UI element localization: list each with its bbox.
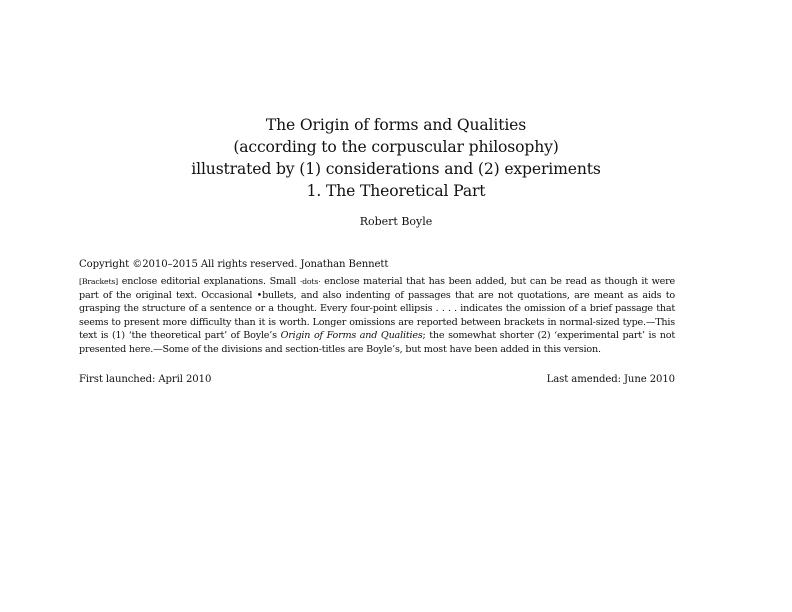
first-launched-date: First launched: April 2010 [79, 374, 212, 385]
title-line-1: The Origin of forms and Qualities [265, 116, 527, 134]
dates-row [79, 373, 675, 387]
book-title: Origin of Forms and Qualities [280, 330, 423, 342]
notice-text-2: enclose material that has been added, but can be read as though it were part of the original text. Occasional •bullets, and also indenting of passages that are not quotations, are meant as aids to grasping the structure of a sentence or a thought. Every four-point ellipsis . . . . indicates the omission of a brief passage that seems to present more difficulty than it is worth. Longer omissions are reported between brackets in normal-sized type.—This text is (1) ‘the theoretical part’ of Boyle’s [79, 276, 675, 342]
dots-word: ·dots· [299, 277, 321, 286]
notice-text-3: ; the somewhat shorter (2) ‘experimental part’ is not presented here.—Some of the divisions and section-titles are Boyle’s, but most have been added in this version. [79, 330, 675, 355]
notice-text-1: enclose editorial explanations. Small [118, 276, 300, 287]
title-line-2: (according to the corpuscular philosophy) [233, 138, 559, 156]
brackets-word: [Brackets] [79, 277, 119, 286]
title-line-3: illustrated by (1) considerations and (2) experiments [191, 160, 601, 178]
copyright-line: Copyright ©2010–2015 All rights reserved. Jonathan Bennett [79, 259, 389, 270]
last-amended-date: Last amended: June 2010 [546, 374, 675, 385]
editorial-notice [79, 275, 675, 357]
title-line-4: 1. The Theoretical Part [306, 182, 486, 200]
title-block [0, 114, 792, 202]
author-name: Robert Boyle [359, 215, 433, 228]
